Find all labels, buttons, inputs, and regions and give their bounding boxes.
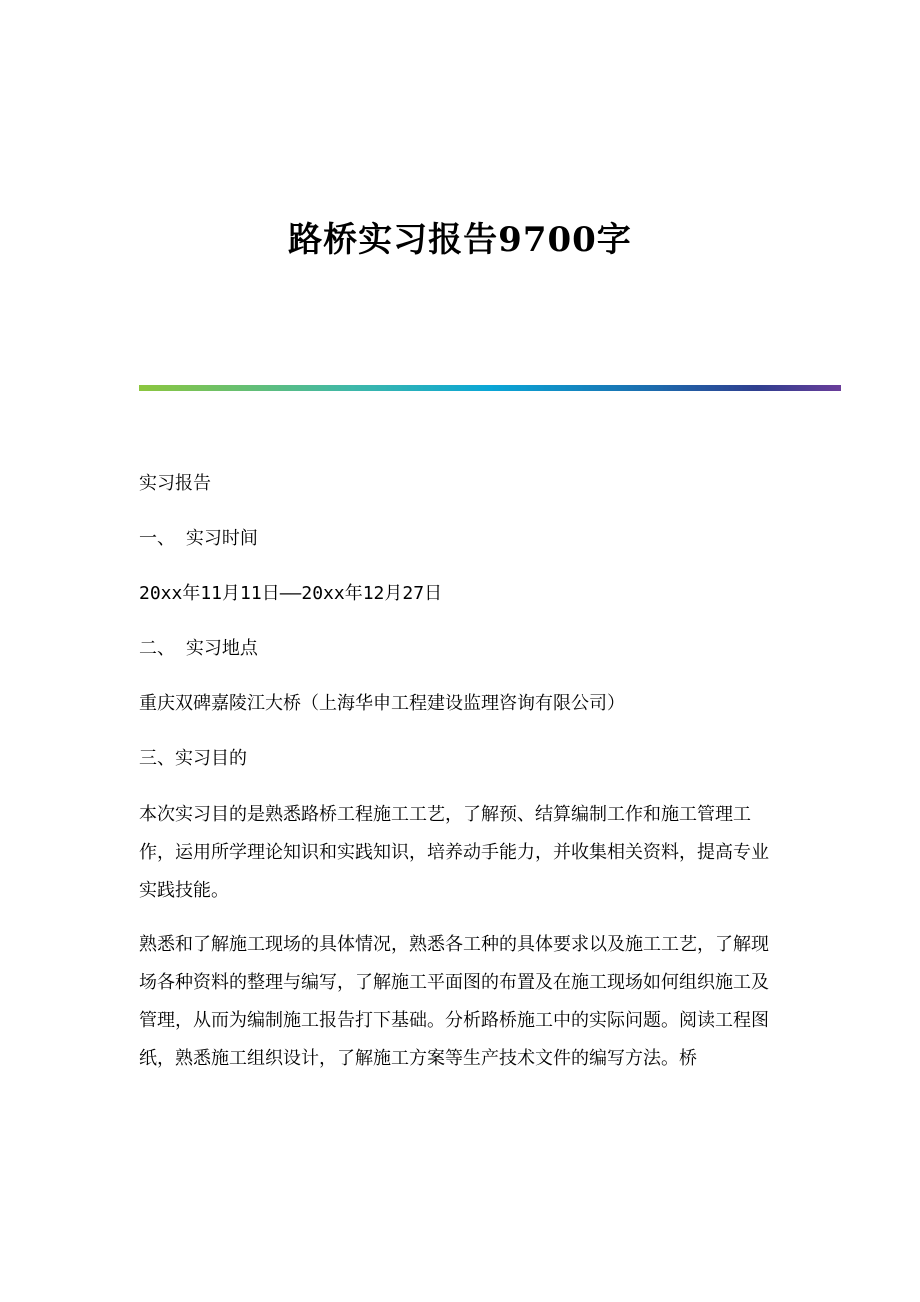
detail-paragraph: 熟悉和了解施工现场的具体情况，熟悉各工种的具体要求以及施工工艺，了解现场各种资料的整理与编写，了解施工平面图的布置及在施工现场如何组织施工及管理，从而为编制施工报告打下基础。分析路桥施工中的实际问题。阅读工程图纸，熟悉施工组织设计，了解施工方案等生产技术文件的编写方法。桥: [139, 934, 769, 1069]
page-title: 路桥实习报告9700字: [288, 220, 632, 260]
purpose-paragraph: 本次实习目的是熟悉路桥工程施工工艺，了解预、结算编制工作和施工管理工作，运用所学理论知识和实践知识，培养动手能力，并收集相关资料，提高专业实践技能。: [139, 804, 769, 901]
gradient-divider: [139, 385, 841, 391]
internship-dates: 20xx年11月11日——20xx年12月27日: [139, 583, 443, 604]
document-body: [139, 466, 775, 1094]
section-heading-purpose: 三、实习目的: [139, 748, 247, 769]
section-heading-location: 二、 实习地点: [139, 638, 258, 659]
section-heading-time: 一、 实习时间: [139, 528, 258, 549]
section-heading-report: 实习报告: [139, 473, 211, 494]
internship-location: 重庆双碑嘉陵江大桥（上海华申工程建设监理咨询有限公司）: [139, 693, 625, 714]
